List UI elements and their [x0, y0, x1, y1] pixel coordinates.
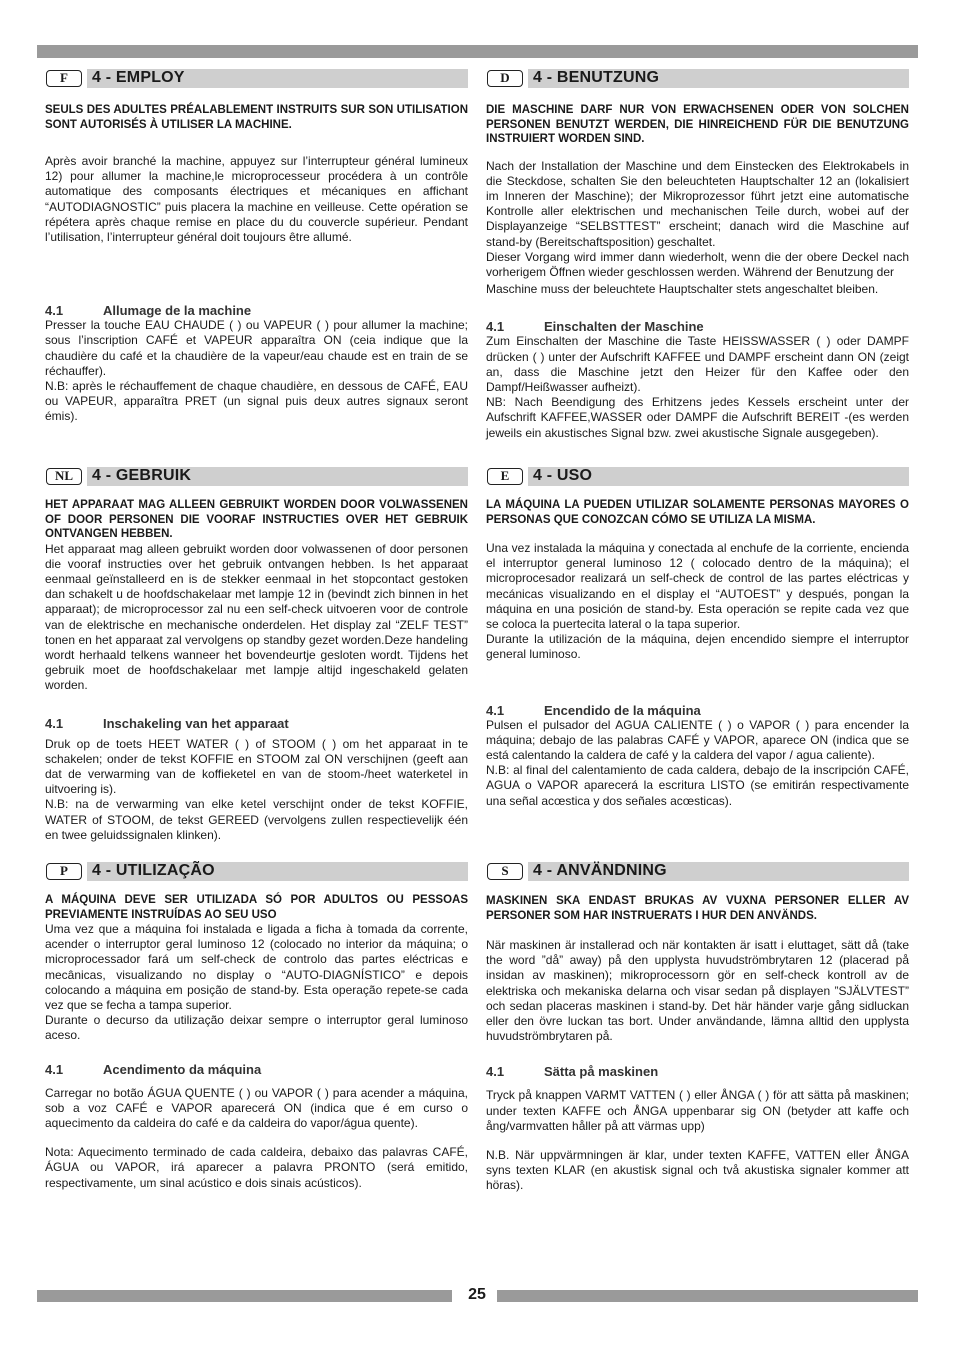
- note-text: N.B: après le réchauffement de chaque chaudière, en dessous de CAFÉ, EAU ou VAPEUR, apparaîtra PRET (un signal puis deux autres signaux seront émis).: [45, 379, 468, 424]
- body-text: Pulsen el pulsador del AGUA CALIENTE ( ) o VAPOR ( ) para encender la máquina; debajo de las palabras CAFÉ y VAPOR, aparece ON (indica que se está calentando la caldera de café y la caldera del vapor / agua caliente).: [486, 717, 909, 763]
- subsection-heading: 4.1 Einschalten der Maschine: [486, 319, 704, 335]
- note-text: Nota: Aquecimento terminado de cada caldeira, debaixo das palavras CAFÉ, ÁGUA ou VAPOR, irá aparecer a palavra PRONTO (será emitido, respectivamente, um sinal acústico e dois sinais acústicos).: [45, 1145, 468, 1190]
- intro-text: Het apparaat mag alleen gebruikt worden door volwassenen of door personen die vooraf instructies over het gebruik ontvangen hebben. Is het apparaat eenmaal geïnstalleerd en is de stekker eenmaal in het stopcontact gestoken dan schakelt u de hoofdschakelaar met lampje 12 in (bevindt zich binnen in het apparaat); de microprocessor zal nu een self-check uitvoeren voor de controle van de elektrische en mechanische onderdelen. Het display zal “ZELF TEST” tonen en het apparaat zal vervolgens op standby gezet worden.Deze handeling wordt herhaald telkens wanneer het bovendeurtje gesloten wordt. Tijdens het gebruik moet de hoofdschakelaar met lampje altijd ingeschakeld gelaten worden.: [45, 541, 468, 693]
- subsection-heading: 4.1 Inschakeling van het apparaat: [45, 715, 289, 731]
- language-flag: P: [46, 863, 82, 880]
- warning-text: LA MÁQUINA LA PUEDEN UTILIZAR SOLAMENTE PERSONAS MAYORES O PERSONAS QUE CONOZCAN CÓMO SE UTILIZA LA MISMA.: [486, 499, 909, 526]
- section-header: [486, 861, 909, 881]
- note-text: N.B: na de verwarming van elke ketel verschijnt onder de tekst KOFFIE, WATER of STOOM, de tekst GEREED (vervolgens zullen respectievelijk één en twee geluidssignalen klinken).: [45, 797, 468, 842]
- section-d: [486, 68, 909, 441]
- body-text: Druk op de toets HEET WATER ( ) of STOOM ( ) om het apparaat in te schakelen; onder de tekst KOFFIE en STOOM zal ON verschijnen (geeft aan dat de verwarming van de koffieketel en van de stoom-/heet waterketel in uitvoering is).: [45, 736, 468, 797]
- body-text: Presser la touche EAU CHAUDE ( ) ou VAPEUR ( ) pour allumer la machine; sous l’inscription CAFÉ et VAPEUR apparaîtra ON (ceia indique que la chaudière du café et la chaudière de la vapeur/eau chaude est en train de se réchauffer).: [45, 318, 468, 378]
- section-title: 4 - GEBRUIK: [92, 467, 192, 484]
- intro-text-2: Durante o decurso da utilização deixar sempre o interruptor geral luminoso aceso.: [45, 1013, 468, 1043]
- intro-text: Uma vez que a máquina foi instalada e ligada a ficha à tomada da corrente, acender o interruptor geral luminoso 12 (colocado no interior da máquina; o microprocessador fará um self-check de controlo das partes eléctricas e mecânicas, visualizando no display o “AUTO-DIAGNÍSTICO” e depois colocando a máquina em posição de stand-by. Esta operação repete-se cada vez que se fecha a tampa superior.: [45, 922, 468, 1013]
- section-header: [45, 68, 468, 88]
- warning-text: MASKINEN SKA ENDAST BRUKAS AV VUXNA PERSONER ELLER AV PERSONER SOM HAR INSTRUERATS I HUR DEN ANVÄNDS.: [486, 895, 909, 922]
- page-number: 25: [468, 1286, 486, 1303]
- language-flag: F: [46, 70, 82, 87]
- note-text: N.B: al final del calentamiento de cada caldera, debajo de la inscripción CAFÉ, AGUA o VAPOR aparecerá la escritura LISTO (se emitirán respectivamente una señal acœstica y dos señales acœsticas).: [486, 763, 909, 808]
- warning-text: SEULS DES ADULTES PRÉALABLEMENT INSTRUITS SUR SON UTILISATION SONT AUTORISÉS À UTILISER LA MACHINE.: [45, 104, 468, 131]
- intro-text-2: Dieser Vorgang wird immer dann wiederholt, wenn die der obere Deckel nach vorherigem Öffnen wieder geschlossen werden. Während der Benutzung der: [486, 249, 909, 279]
- language-flag: S: [487, 863, 523, 880]
- section-title: 4 - ANVÄNDNING: [533, 862, 667, 879]
- subsection-heading: 4.1 Allumage de la machine: [45, 303, 252, 319]
- subsection-heading: 4.1 Acendimento da máquina: [45, 1061, 262, 1077]
- section-header: [45, 861, 468, 881]
- section-p: [45, 861, 468, 1191]
- footer-rule-right: [497, 1290, 918, 1302]
- warning-text: DIE MASCHINE DARF NUR VON ERWACHSENEN ODER VON SOLCHEN PERSONEN BENUTZT WERDEN, DIE HINREICHEND FÜR DIE BENUTZUNG INSTRUIERT WORDEN SIND.: [486, 104, 909, 145]
- intro-text: Una vez instalada la máquina y conectada al enchufe de la corriente, encienda el interruptor general luminoso 12 ( colocado dentro de la máquina); el microprocesador realizará un self-check de control de las partes eléctricas y mecánicas visualizando en el display el “AUTOEST” y después, pongan la máquina en una posición de stand-by. Esta operación se repite cada vez que se coloca la puertecita lateral o la tapa superior.: [486, 541, 909, 632]
- subsection-heading: 4.1 Sätta på maskinen: [486, 1064, 659, 1080]
- intro-text: Après avoir branché la machine, appuyez sur l’interrupteur général lumineux 12) pour allumer la machine,le microprocesseur procédera à un contrôle automatique des composants électriques et mécaniques en affichant “AUTODIAGNOSTIC” puis placera la machine en veilleuse. Cette opération se répétera après chaque remise en place du du couvercle supérieur. Pendant l’utilisation, l’interrupteur général doit toujours être allumé.: [45, 154, 468, 245]
- body-text: Tryck på knappen VARMT VATTEN ( ) eller ÅNGA ( ) för att sätta på maskinen; under texten KAFFE och ÅNGA uppenbarar sig ON (betyder att kaffe och ång/varmvatten håller på att värmas upp): [486, 1088, 909, 1133]
- language-flag: E: [487, 468, 523, 485]
- warning-text: A MÁQUINA DEVE SER UTILIZADA SÓ POR ADULTOS OU PESSOAS PREVIAMENTE INSTRUÍDAS AO SEU USO: [45, 894, 468, 921]
- note-text: NB: Nach Beendigung des Erhitzens jedes Kessels erscheint unter der Aufschrift KAFFEE,WASSER oder DAMPF die Aufschrift BEREIT -(es werden jeweils ein akustisches Signal bzw. zwei akustische Signale ausgegeben).: [486, 395, 909, 440]
- section-e: [486, 466, 909, 809]
- section-header: [486, 68, 909, 88]
- footer-rule-left: [37, 1290, 452, 1302]
- intro-text: Nach der Installation der Maschine und dem Einstecken des Elektrokabels in die Steckdose, schalten Sie den beleuchteten Hauptschalter 12 an (lokalisiert im Inneren der Maschine); der Mikroprozessor führt jetzt eine automatische Kontrolle aller elektrischen und mechanischen Teile durch, wobei auf der Displayanzeige “SELBSTTEST” erscheint; danach wird die Maschine auf stand-by (Bereitschaftsposition) geschaltet.: [486, 158, 909, 249]
- intro-text-3: Maschine muss der beleuchtete Hauptschalter stets angeschaltet bleiben.: [486, 282, 879, 297]
- section-title: 4 - BENUTZUNG: [533, 69, 660, 86]
- body-text: Carregar no botão ÁGUA QUENTE ( ) ou VAPOR ( ) para acender a máquina, sob a voz CAFÉ e VAPOR aparecerá ON (indica que é em curso o aquecimento da caldeira do café e da caldeira do vapor/água quente).: [45, 1085, 468, 1131]
- language-flag: NL: [46, 468, 82, 485]
- section-f: [45, 68, 468, 425]
- section-title: 4 - UTILIZAÇÃO: [92, 862, 215, 879]
- language-flag: D: [487, 70, 523, 87]
- note-text: N.B. När uppvärmningen är klar, under texten KAFFE, VATTEN eller ÅNGA syns texten KLAR (en akustisk signal och två akustiska signaler kommer att höras).: [486, 1148, 909, 1193]
- subsection-heading: 4.1 Encendido de la máquina: [486, 702, 701, 718]
- intro-text-2: Durante la utilización de la máquina, dejen encendido siempre el interruptor general luminoso.: [486, 632, 909, 662]
- section-header: [486, 466, 909, 486]
- section-title: 4 - USO: [533, 467, 593, 484]
- intro-text: När maskinen är installerad och när kontakten är isatt i eluttaget, sätt då (take the word ”då” away) på den upplysta huvudströmbrytaren 12 (placerad på insidan av maskinen); mikroprocessorn gör en self-check kontroll av de elektriska och mekaniska delarna och visar sedan på displayen ”SJÄLVTEST” och sedan placeras maskinen i stand-by. Det här händer varje gång sidluckan eller den övre luckan tas bort. Under användande, lämna alltid den upplysta huvudströmbrytaren på.: [486, 938, 909, 1044]
- section-header: [45, 466, 468, 486]
- top-rule: [37, 45, 918, 58]
- section-s: [486, 861, 909, 1194]
- section-nl: [45, 466, 468, 843]
- warning-text: HET APPARAAT MAG ALLEEN GEBRUIKT WORDEN DOOR VOLWASSENEN OF DOOR PERSONEN DIE VOORAF INSTRUCTIES OVER HET GEBRUIK ONTVANGEN HEBBEN.: [45, 499, 468, 540]
- body-text: Zum Einschalten der Maschine die Taste HEISSWASSER ( ) oder DAMPF drücken ( ) unter der Aufschrift KAFFEE und DAMPF erscheint dann ON (zeigt an, dass die Maschine jetzt den Heizer für den Kaffee oder den Dampf/Heißwasser aufheizt).: [486, 334, 909, 394]
- section-title: 4 - EMPLOY: [92, 69, 185, 86]
